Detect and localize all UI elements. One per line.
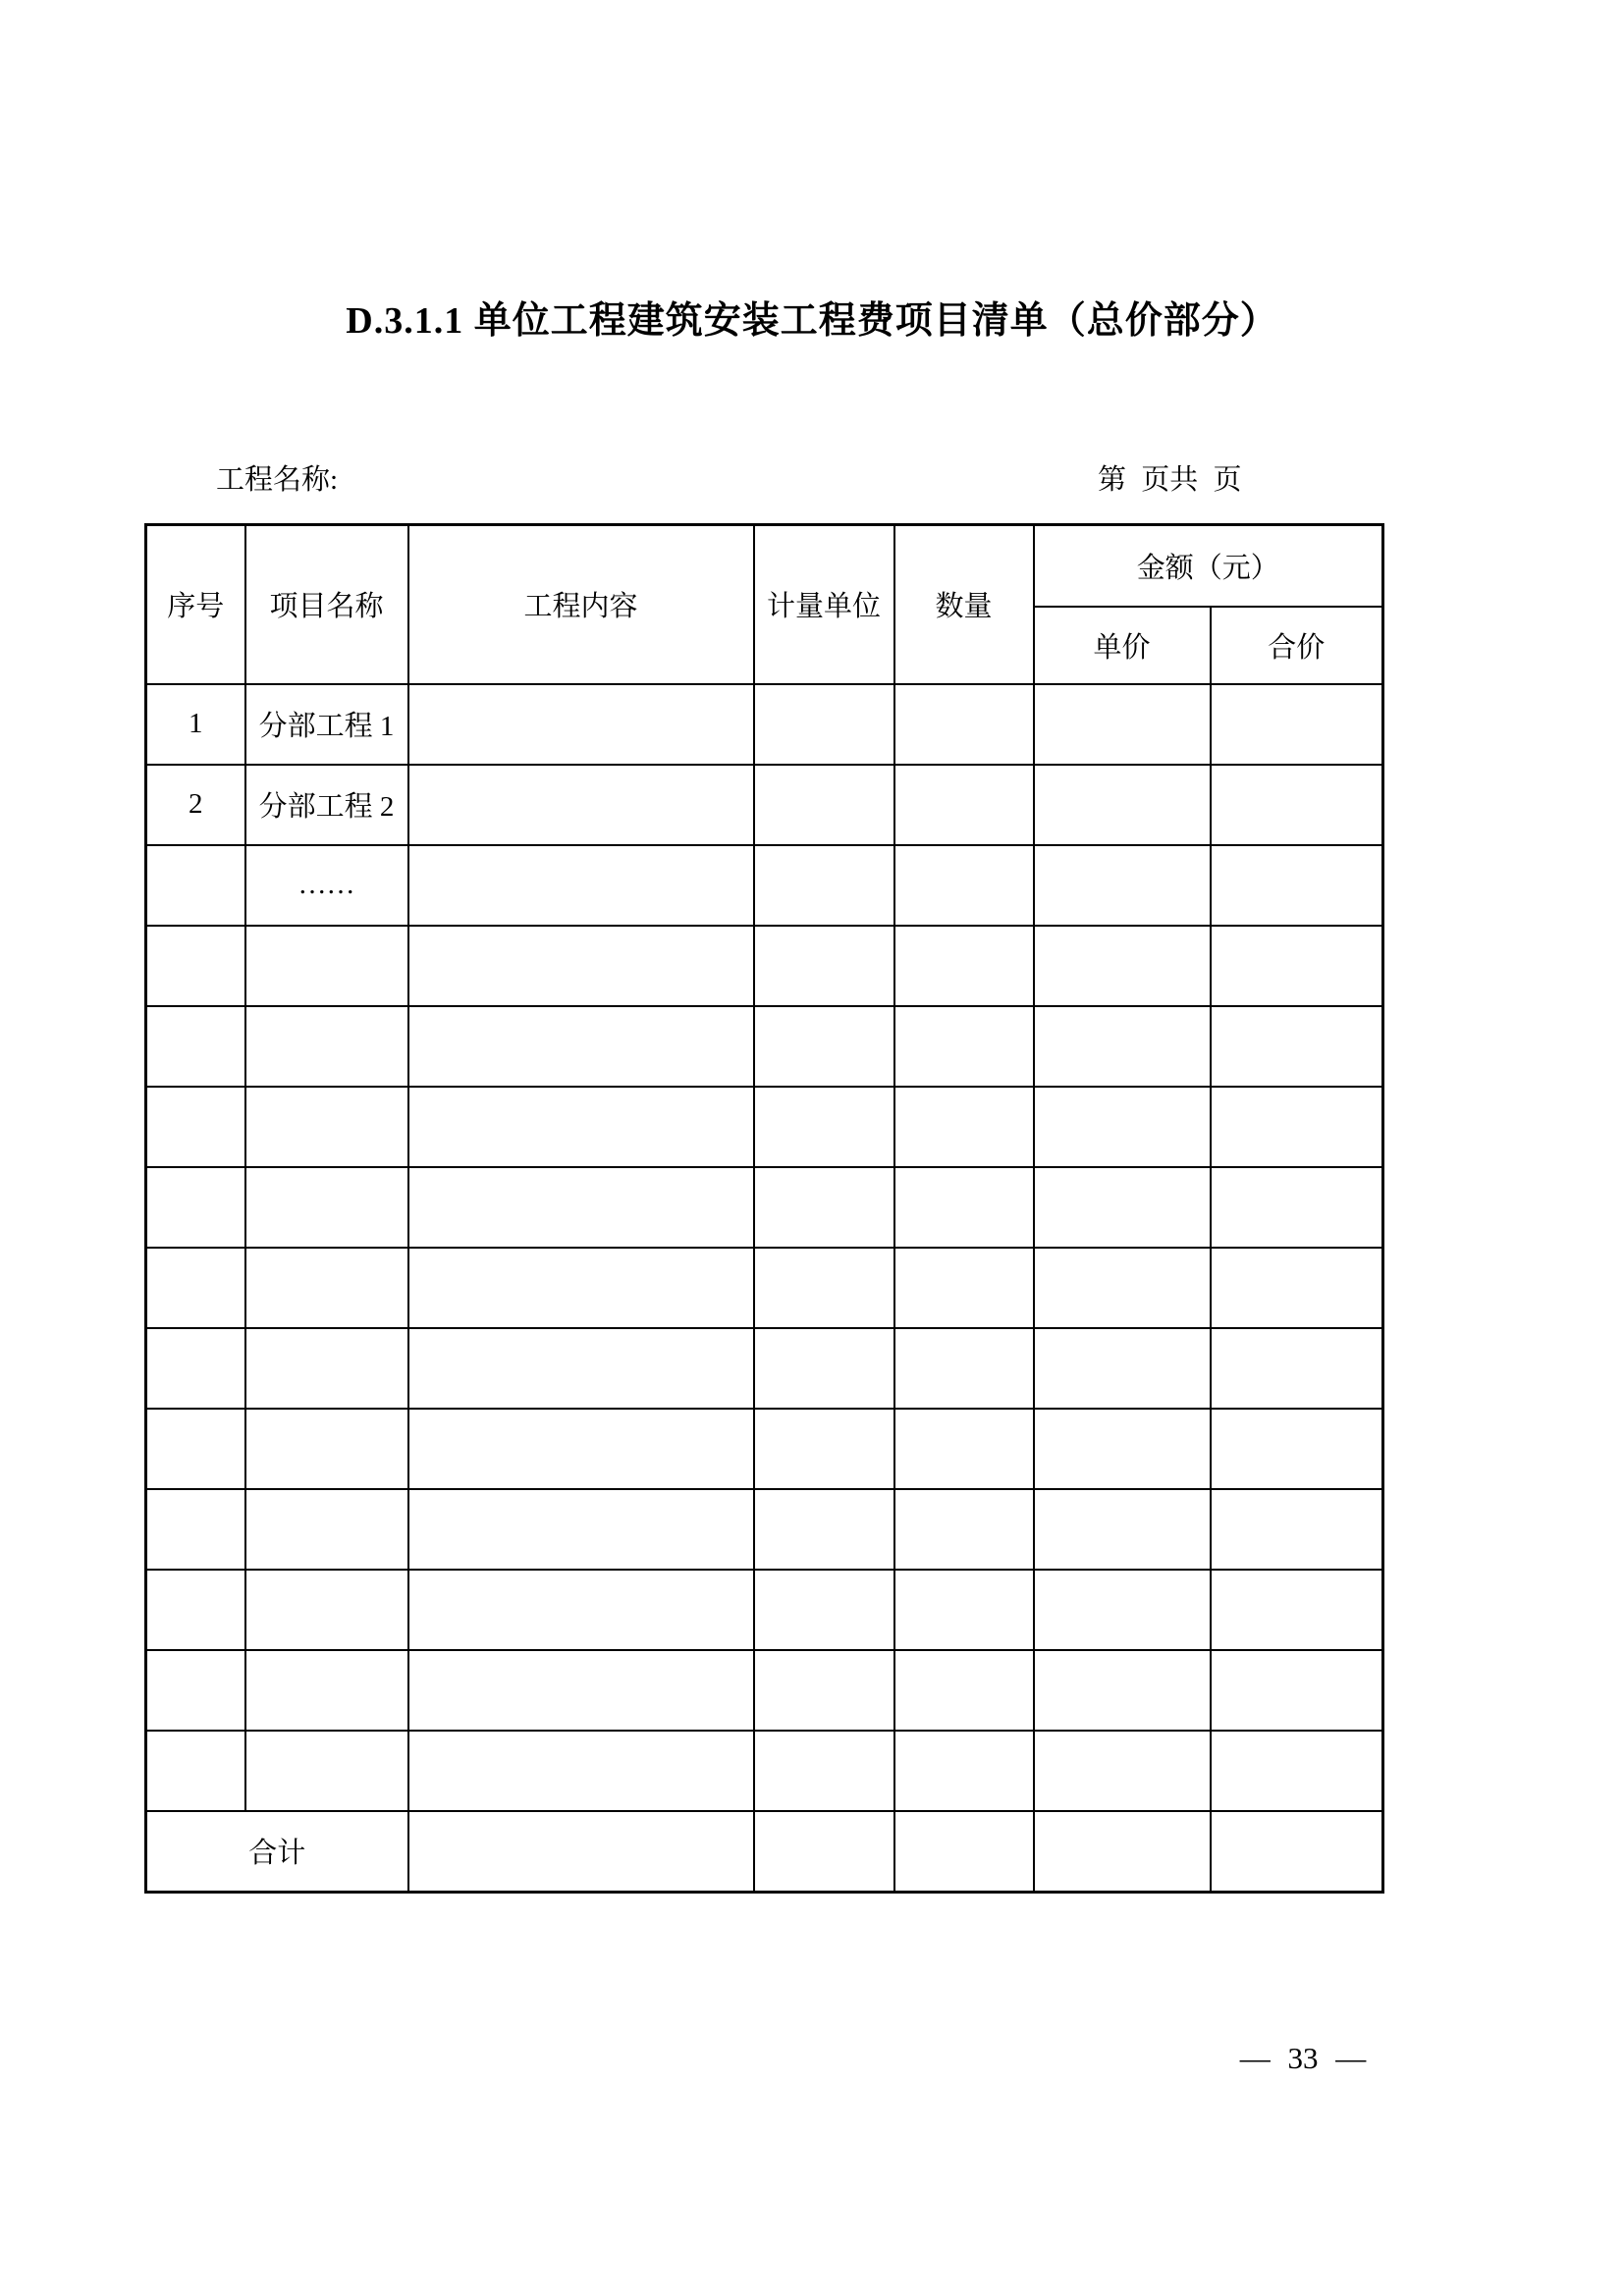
- header-row-top: [146, 525, 1383, 607]
- cell-seq: [146, 1328, 245, 1409]
- cell-unit: [754, 1248, 894, 1328]
- cell-unit-price: [1034, 1167, 1211, 1248]
- cell-total-price: [1211, 1489, 1383, 1570]
- cell-item-name: [245, 1248, 408, 1328]
- cell-seq: [146, 1409, 245, 1489]
- cell-item-name: [245, 926, 408, 1006]
- cell-item-name: [245, 1731, 408, 1811]
- cell-work-content: [408, 1006, 754, 1087]
- summary-label: 合计: [146, 1811, 408, 1893]
- cell-seq: [146, 845, 245, 926]
- cell-total-price: [1211, 1328, 1383, 1409]
- header-work-content: 工程内容: [408, 525, 754, 684]
- table-row: [146, 1328, 1383, 1409]
- summary-work-content: [408, 1811, 754, 1893]
- table-row: [146, 765, 1383, 845]
- header-seq: 序号: [146, 525, 245, 684]
- cell-total-price: [1211, 765, 1383, 845]
- table-row: [146, 684, 1383, 765]
- cell-seq: [146, 1570, 245, 1650]
- cell-work-content: [408, 1731, 754, 1811]
- cell-seq: [146, 1650, 245, 1731]
- cell-unit-price: [1034, 684, 1211, 765]
- cell-work-content: [408, 1650, 754, 1731]
- cell-quantity: [894, 1328, 1034, 1409]
- cell-total-price: [1211, 684, 1383, 765]
- cell-unit: [754, 1489, 894, 1570]
- cell-item-name: [245, 1489, 408, 1570]
- cell-seq: [146, 1006, 245, 1087]
- cell-unit-price: [1034, 1328, 1211, 1409]
- cell-total-price: [1211, 845, 1383, 926]
- cell-seq: [146, 1087, 245, 1167]
- cell-total-price: [1211, 1006, 1383, 1087]
- cell-quantity: [894, 1087, 1034, 1167]
- cell-unit: [754, 1006, 894, 1087]
- cost-list-table: [144, 523, 1384, 1894]
- cell-item-name: [245, 1167, 408, 1248]
- summary-quantity: [894, 1811, 1034, 1893]
- table-row: [146, 1650, 1383, 1731]
- cell-total-price: [1211, 1409, 1383, 1489]
- cell-item-name: [245, 1570, 408, 1650]
- cell-quantity: [894, 1650, 1034, 1731]
- cell-unit-price: [1034, 1248, 1211, 1328]
- header-unit: 计量单位: [754, 525, 894, 684]
- cell-quantity: [894, 1248, 1034, 1328]
- cell-seq: 2: [146, 765, 245, 845]
- cell-quantity: [894, 684, 1034, 765]
- header-unit-price: 单价: [1034, 607, 1211, 684]
- cell-unit-price: [1034, 1731, 1211, 1811]
- cell-total-price: [1211, 1731, 1383, 1811]
- table-meta-line: [0, 462, 1624, 498]
- header-amount-group: 金额（元）: [1034, 525, 1383, 607]
- cell-item-name: 分部工程 2: [245, 765, 408, 845]
- cell-unit-price: [1034, 1650, 1211, 1731]
- cell-quantity: [894, 765, 1034, 845]
- cell-seq: [146, 1248, 245, 1328]
- cell-work-content: [408, 1489, 754, 1570]
- cell-unit: [754, 926, 894, 1006]
- cell-total-price: [1211, 1650, 1383, 1731]
- cell-seq: [146, 926, 245, 1006]
- cell-total-price: [1211, 926, 1383, 1006]
- table-row: [146, 1409, 1383, 1489]
- cell-work-content: [408, 1409, 754, 1489]
- cell-quantity: [894, 845, 1034, 926]
- cell-total-price: [1211, 1570, 1383, 1650]
- table-row: [146, 1570, 1383, 1650]
- project-name-label: 工程名称:: [216, 464, 339, 496]
- table-row: [146, 1006, 1383, 1087]
- cell-seq: 1: [146, 684, 245, 765]
- page-number: — 33 —: [1239, 2041, 1367, 2075]
- cell-item-name: [245, 1409, 408, 1489]
- cell-work-content: [408, 1167, 754, 1248]
- table-row: [146, 1731, 1383, 1811]
- page-indicator: 第 页共 页: [1098, 464, 1242, 496]
- cell-unit-price: [1034, 926, 1211, 1006]
- cell-quantity: [894, 926, 1034, 1006]
- cell-quantity: [894, 1006, 1034, 1087]
- cell-seq: [146, 1489, 245, 1570]
- cell-unit: [754, 1328, 894, 1409]
- cell-unit-price: [1034, 1570, 1211, 1650]
- table-row: [146, 926, 1383, 1006]
- cell-item-name: [245, 1087, 408, 1167]
- table-header: [146, 525, 1383, 684]
- cell-unit: [754, 1650, 894, 1731]
- cell-unit: [754, 1167, 894, 1248]
- cell-item-name: [245, 1328, 408, 1409]
- cell-unit: [754, 1087, 894, 1167]
- cell-quantity: [894, 1570, 1034, 1650]
- summary-row: [146, 1811, 1383, 1893]
- cell-seq: [146, 1167, 245, 1248]
- table-row: [146, 845, 1383, 926]
- cell-unit-price: [1034, 845, 1211, 926]
- cell-work-content: [408, 765, 754, 845]
- cell-work-content: [408, 926, 754, 1006]
- table-row: [146, 1167, 1383, 1248]
- header-quantity: 数量: [894, 525, 1034, 684]
- table-row: [146, 1248, 1383, 1328]
- cell-item-name: [245, 1650, 408, 1731]
- cell-quantity: [894, 1489, 1034, 1570]
- cell-seq: [146, 1731, 245, 1811]
- cell-work-content: [408, 1570, 754, 1650]
- summary-unit-price: [1034, 1811, 1211, 1893]
- cell-unit-price: [1034, 1006, 1211, 1087]
- cell-quantity: [894, 1731, 1034, 1811]
- cell-item-name: 分部工程 1: [245, 684, 408, 765]
- table-row: [146, 1087, 1383, 1167]
- cell-unit-price: [1034, 1489, 1211, 1570]
- cell-unit-price: [1034, 1409, 1211, 1489]
- summary-total-price: [1211, 1811, 1383, 1893]
- cell-unit: [754, 765, 894, 845]
- cell-work-content: [408, 1087, 754, 1167]
- cell-quantity: [894, 1167, 1034, 1248]
- header-item-name: 项目名称: [245, 525, 408, 684]
- page-title: D.3.1.1 单位工程建筑安装工程费项目清单（总价部分）: [346, 300, 1278, 342]
- cell-total-price: [1211, 1087, 1383, 1167]
- table-row: [146, 1489, 1383, 1570]
- summary-unit: [754, 1811, 894, 1893]
- cell-unit: [754, 684, 894, 765]
- cell-work-content: [408, 684, 754, 765]
- cell-item-name: [245, 1006, 408, 1087]
- table-body: [146, 684, 1383, 1811]
- cell-item-name: ……: [245, 845, 408, 926]
- cell-unit: [754, 845, 894, 926]
- cell-unit-price: [1034, 765, 1211, 845]
- cell-total-price: [1211, 1248, 1383, 1328]
- cell-unit-price: [1034, 1087, 1211, 1167]
- cell-work-content: [408, 845, 754, 926]
- cell-unit: [754, 1731, 894, 1811]
- header-total-price: 合价: [1211, 607, 1383, 684]
- cell-work-content: [408, 1328, 754, 1409]
- cell-total-price: [1211, 1167, 1383, 1248]
- cell-unit: [754, 1409, 894, 1489]
- cell-work-content: [408, 1248, 754, 1328]
- cell-quantity: [894, 1409, 1034, 1489]
- table-summary: [146, 1811, 1383, 1893]
- cell-unit: [754, 1570, 894, 1650]
